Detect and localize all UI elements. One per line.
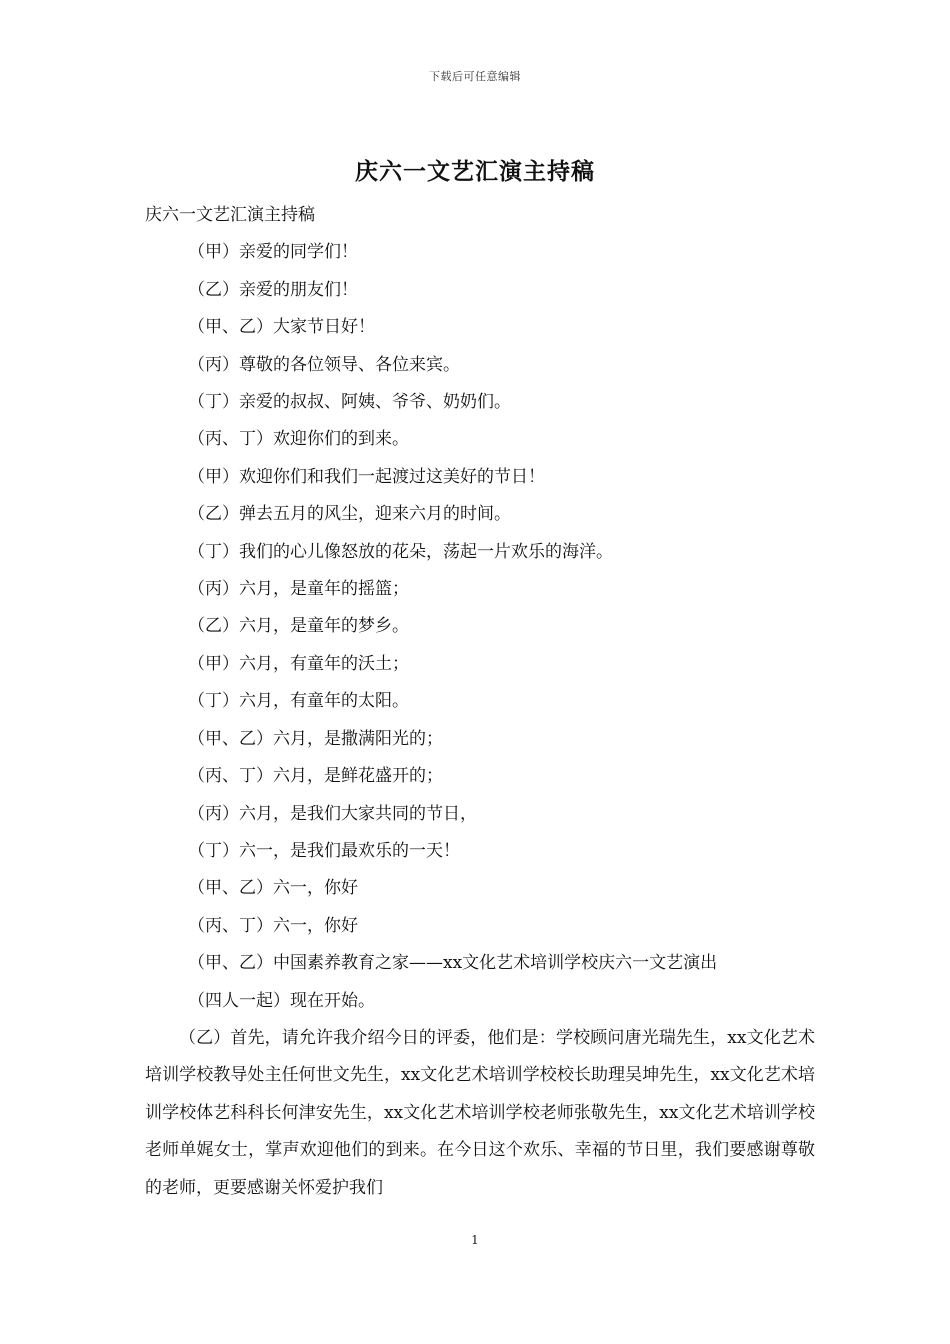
- page-header: 下载后可任意编辑: [429, 70, 521, 83]
- body-paragraph: （乙）首先，请允许我介绍今日的评委，他们是：学校顾问唐光瑞先生，xx文化艺术培训学校教导处主任何世文先生，xx文化艺术培训学校校长助理吴坤先生，xx文化艺术培训学校体艺科科长何津安先生，xx文化艺术培训学校老师张敬先生，xx文化艺术培训学校老师单娓女士，掌声欢迎他们的到来。在今日这个欢乐、幸福的节日里，我们要感谢尊敬的老师，更要感谢关怀爱护我们: [145, 1027, 815, 1198]
- dialogue-line: （四人一起）现在开始。: [188, 990, 375, 1011]
- dialogue-line: （甲、乙）大家节日好！: [188, 317, 375, 338]
- dialogue-line: （丁）六一，是我们最欢乐的一天！: [188, 840, 460, 861]
- dialogue-line: （丙）尊敬的各位领导、各位来宾。: [188, 354, 460, 375]
- dialogue-line: （乙）六月，是童年的梦乡。: [188, 616, 409, 637]
- dialogue-line: （甲、乙）六一，你好: [188, 878, 358, 899]
- dialogue-line: （甲、乙）六月，是撒满阳光的；: [188, 728, 443, 749]
- dialogue-line: （丙）六月，是童年的摇篮；: [188, 579, 409, 600]
- dialogue-line: （丙）六月，是我们大家共同的节日，: [188, 803, 477, 824]
- dialogue-line: （丙、丁）欢迎你们的到来。: [188, 429, 409, 450]
- dialogue-line: （甲、乙）中国素养教育之家——xx文化艺术培训学校庆六一文艺演出: [188, 953, 718, 974]
- document-body: [145, 197, 815, 1207]
- document-title: 庆六一文艺汇演主持稿: [355, 158, 595, 185]
- document-subtitle: 庆六一文艺汇演主持稿: [145, 205, 315, 225]
- dialogue-line: （丙、丁）六一，你好: [188, 915, 358, 936]
- dialogue-line: （甲）亲爱的同学们！: [188, 242, 358, 263]
- dialogue-line: （乙）亲爱的朋友们！: [188, 279, 358, 300]
- dialogue-line: （乙）弹去五月的风尘，迎来六月的时间。: [188, 504, 511, 525]
- dialogue-line: （丁）亲爱的叔叔、阿姨、爷爷、奶奶们。: [188, 392, 511, 413]
- dialogue-line: （甲）欢迎你们和我们一起渡过这美好的节日！: [188, 466, 545, 487]
- dialogue-line: （丁）六月，有童年的太阳。: [188, 691, 409, 712]
- dialogue-line: （丁）我们的心儿像怒放的花朵，荡起一片欢乐的海洋。: [188, 541, 613, 562]
- page-number: 1: [471, 1233, 479, 1247]
- dialogue-line: （丙、丁）六月，是鲜花盛开的；: [188, 766, 443, 787]
- dialogue-line: （甲）六月，有童年的沃土；: [188, 653, 409, 674]
